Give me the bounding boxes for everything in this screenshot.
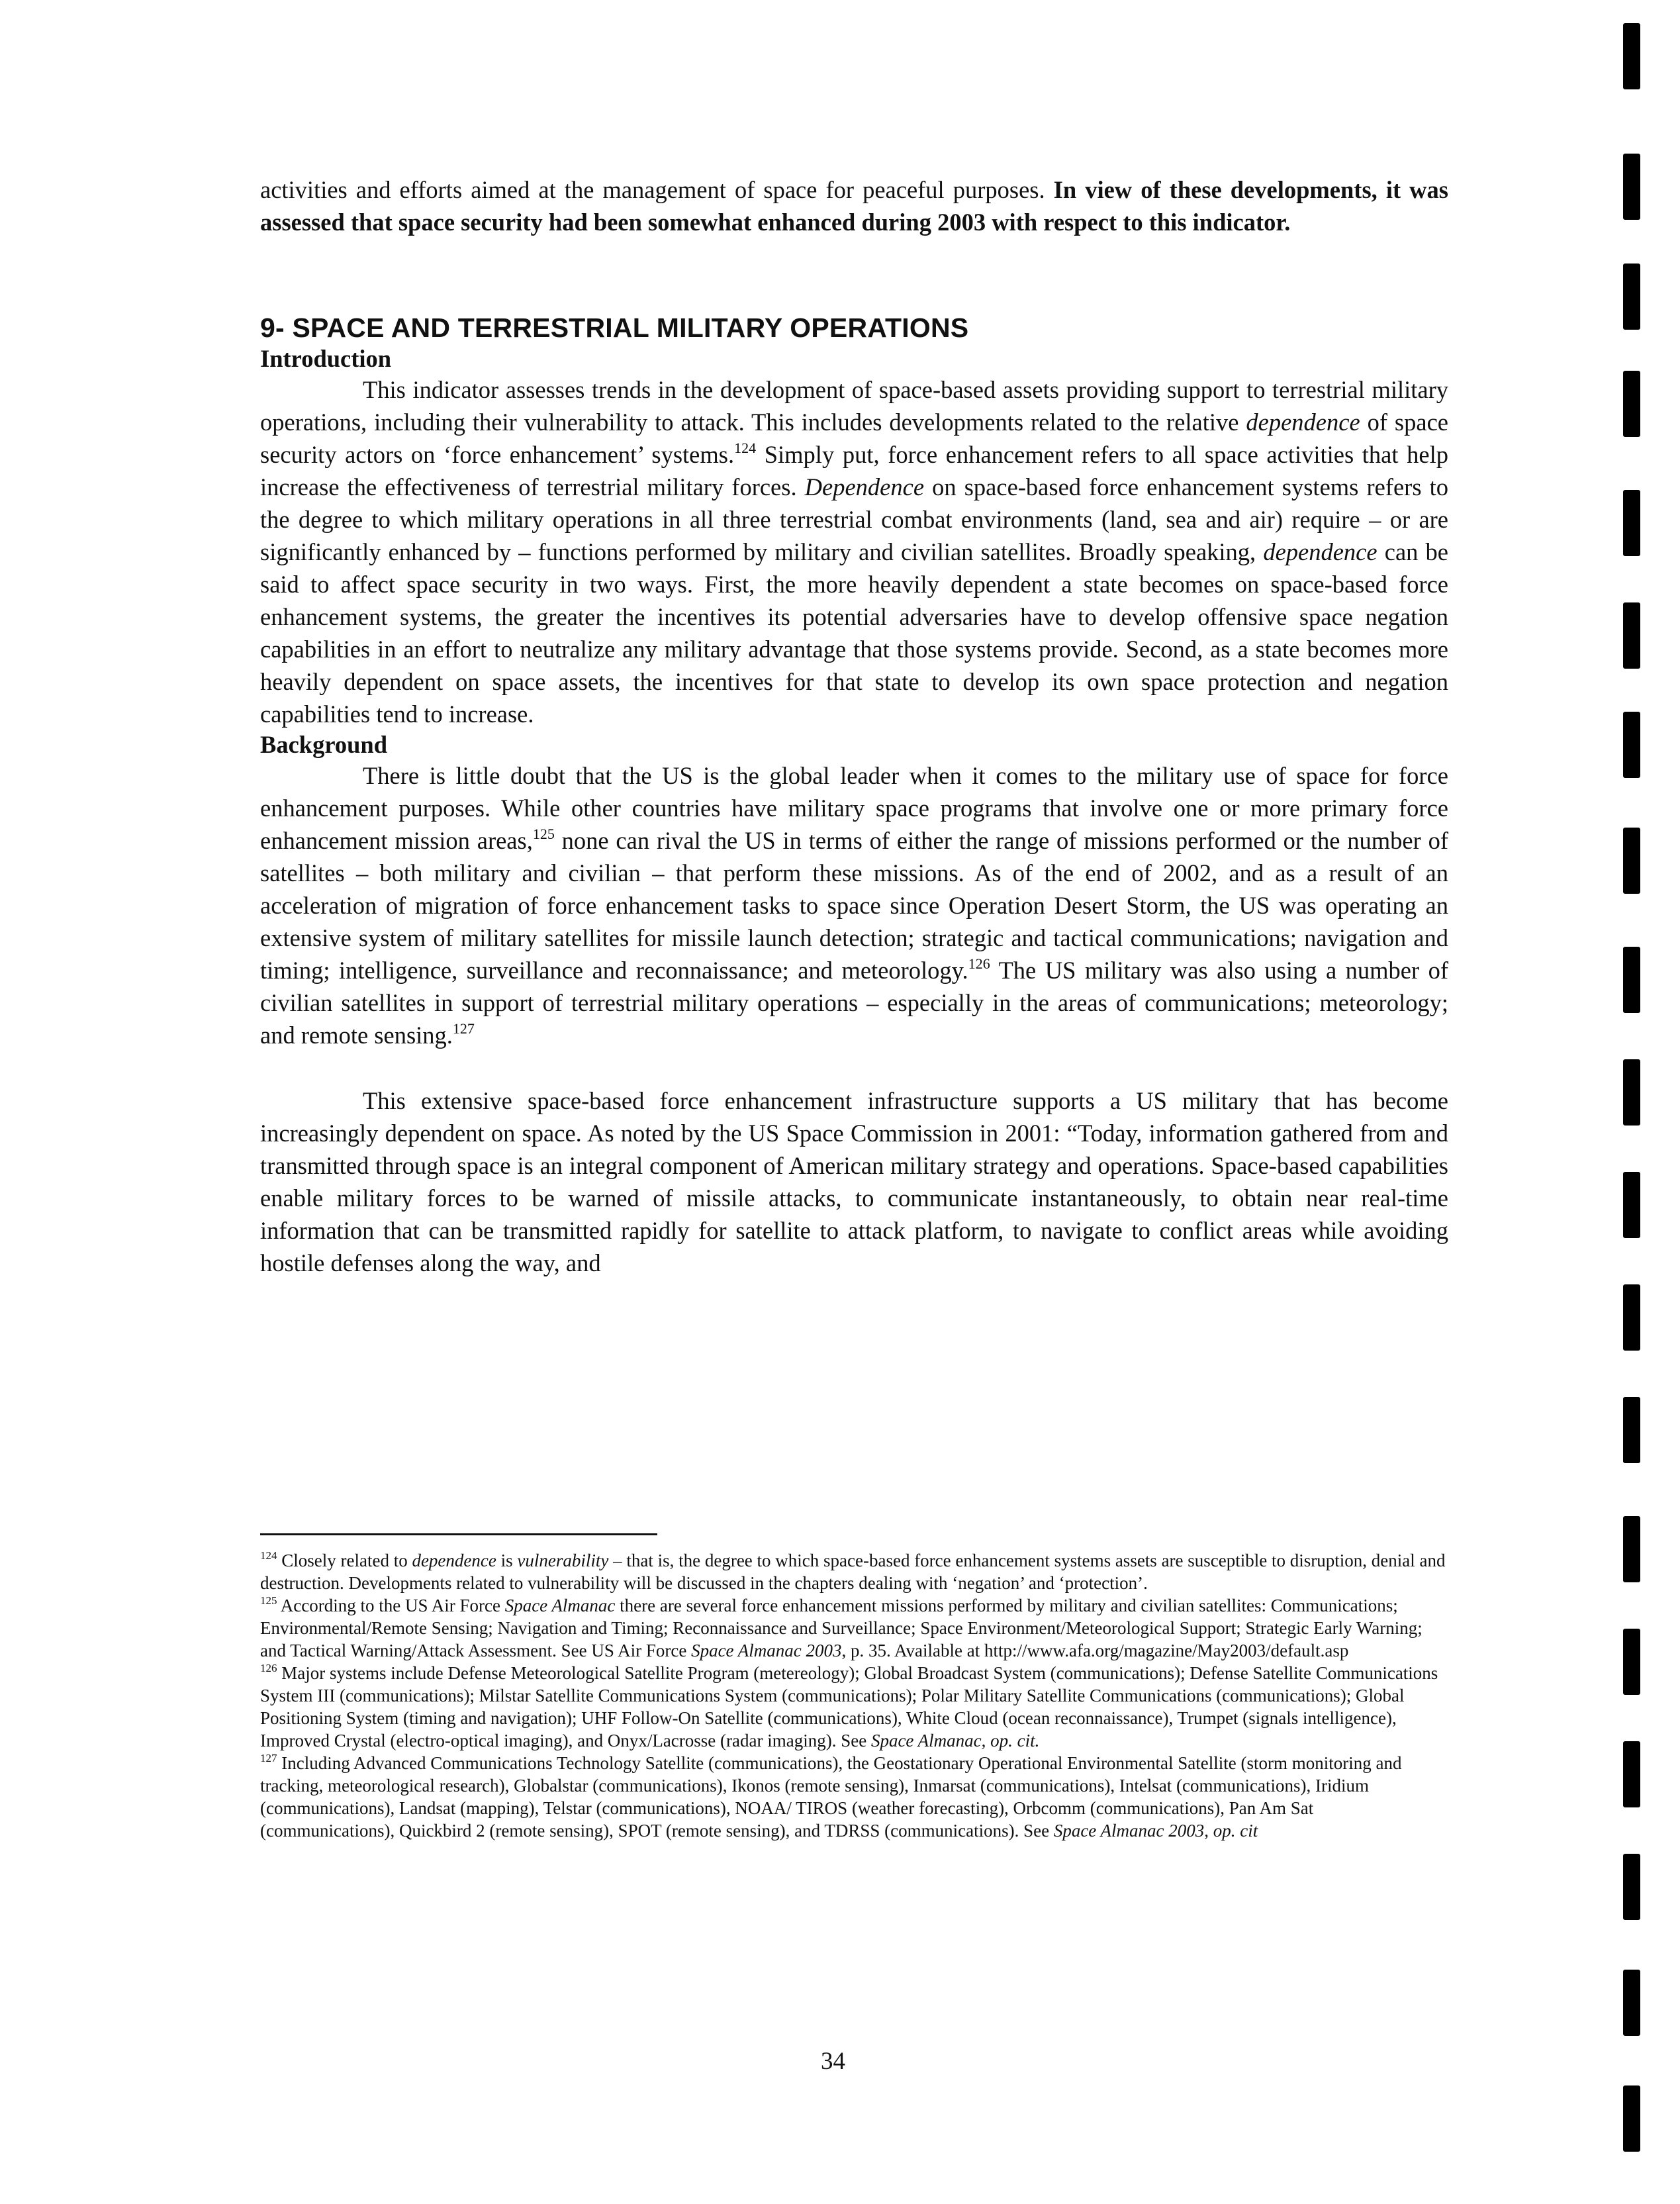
footnote-ref-126[interactable]: 126 [968, 955, 990, 972]
footnote-ref-124[interactable]: 124 [734, 439, 757, 456]
scan-margin-mark [1623, 1397, 1640, 1463]
italic-title: Space Almanac [504, 1596, 616, 1615]
opening-assessment: In view of these developments, it was assessed that space security had been somewhat enhanced during 2003 with respect to this indicator. [260, 176, 1448, 236]
text-run: There is little doubt that the US is the global leader when it comes to the military use of space for force enhancement purposes. While other countries have military space programs that involve one or more primary force enhancement mission areas, [260, 762, 1448, 854]
text-run: According to the US Air Force [277, 1596, 505, 1615]
italic-term: dependence [1246, 408, 1360, 436]
text-run: can be said to affect space security in two ways. First, the more heavily dependent a state becomes on space-based force enhancement systems, the greater the incentives its potential adversaries have to develop offensive space negation capabilities in an effort to neutralize any military advantage that those systems provide. Second, as a state becomes more heavily dependent on space assets, the incentives for that state to develop its own space protection and negation capabilities tend to increase. [260, 538, 1448, 728]
text-run: there are several force enhancement missions performed by military and civilian satellites: Communications; Environmental/Remote Sensing; Navigation and Timing; Reconnaissance and Surveillance; Space Environment/Meteorological Support; Strategic Early Warning; and Tactical Warning/Attack Assessment. See US Air Force [260, 1596, 1423, 1660]
text-run: Including Advanced Communications Technology Satellite (communications), the Geostationary Operational Environmental Satellite (storm monitoring and tracking, meteorological research), Globalstar (communications), Ikonos (remote sensing), Inmarsat (communications), Intelsat (communications), Iridium (communications), Landsat (mapping), Telstar (communications), NOAA/ TIROS (weather forecasting), Orbcomm (communications), Pan Am Sat (communications), Quickbird 2 (remote sensing), SPOT (remote sensing), and TDRSS (communications). See [260, 1753, 1402, 1841]
footnote-number: 127 [260, 1752, 277, 1764]
scan-margin-mark [1623, 23, 1640, 89]
italic-term: vulnerability [517, 1551, 609, 1570]
introduction-heading: Introduction [260, 345, 392, 372]
scan-margin-mark [1623, 371, 1640, 437]
scan-margin-mark [1623, 712, 1640, 778]
opening-paragraph [260, 173, 1448, 238]
text-run: , p. 35. Available at http://www.afa.org/magazine/May2003/default.asp [841, 1641, 1349, 1660]
page-number: 34 [821, 2048, 845, 2075]
scan-margin-mark [1623, 1629, 1640, 1695]
scan-margin-mark [1623, 1172, 1640, 1238]
footnote-divider [260, 1533, 657, 1535]
footnote-number: 126 [260, 1662, 277, 1674]
scan-margin-mark [1623, 1741, 1640, 1807]
italic-title: Space Almanac, op. cit. [870, 1731, 1040, 1750]
text-run: on space-based force enhancement systems refers to the degree to which military operations in all three terrestrial combat environments (land, sea and air) require – or are significantly enhanced by – functions performed by military and civilian satellites. Broadly speaking, [260, 473, 1448, 565]
italic-term: Dependence [804, 473, 925, 501]
scan-margin-mark [1623, 828, 1640, 894]
background-paragraph-2: This extensive space-based force enhancement infrastructure supports a US military that has become increasingly dependent on space. As noted by the US Space Commission in 2001: “Today, information gathered from and transmitted through space is an integral component of American military strategy and operations. Space-based capabilities enable military forces to be warned of missile attacks, to communicate instantaneously, to obtain near real-time information that can be transmitted rapidly for satellite to attack platform, to navigate to conflict areas while avoiding hostile defenses along the way, and [260, 1087, 1448, 1276]
text-run: of space security actors on ‘force enhancement’ systems. [260, 408, 1448, 468]
footnote-ref-127[interactable]: 127 [452, 1020, 475, 1037]
background-paragraph [260, 759, 1448, 1051]
text-run: is [496, 1551, 518, 1570]
text-run: Major systems include Defense Meteorological Satellite Program (metereology); Global Broadcast System (communications); Defense Satellite Communications System III (communications); Milstar Satellite Communications System (communications); Polar Military Satellite Communications (communications); Global Positioning System (timing and navigation); UHF Follow-On Satellite (communications), White Cloud (ocean reconnaissance), Trumpet (signals intelligence), Improved Crystal (electro-optical imaging), and Onyx/Lacrosse (radar imaging). See [260, 1663, 1438, 1750]
section-title: 9- SPACE AND TERRESTRIAL MILITARY OPERATIONS [260, 312, 969, 343]
opening-text: activities and efforts aimed at the management of space for peaceful purposes. [260, 176, 1054, 203]
background-heading: Background [260, 731, 388, 758]
italic-term: dependence [412, 1551, 496, 1570]
italic-title: Space Almanac 2003, op. cit [1053, 1821, 1258, 1841]
scan-margin-mark [1623, 1059, 1640, 1126]
introduction-paragraph [260, 373, 1448, 730]
italic-title: Space Almanac 2003 [691, 1641, 842, 1660]
scan-margin-mark [1623, 1516, 1640, 1582]
scan-margin-mark [1623, 1970, 1640, 2036]
text-run: Simply put, force enhancement refers to all space activities that help increase the effectiveness of terrestrial military forces. [260, 441, 1448, 501]
text-run: This indicator assesses trends in the development of space-based assets providing support to terrestrial military operations, including their vulnerability to attack. This includes developments related to the relative [260, 376, 1448, 436]
scan-margin-mark [1623, 1284, 1640, 1351]
text-run: none can rival the US in terms of either the range of missions performed or the number of satellites – both military and civilian – that perform these missions. As of the end of 2002, and as a result of an acceleration of migration of force enhancement tasks to space since Operation Desert Storm, the US was operating an extensive system of military satellites for missile launch detection; strategic and tactical communications; navigation and timing; intelligence, surveillance and reconnaissance; and meteorology. [260, 827, 1449, 984]
footnote-number: 124 [260, 1549, 277, 1562]
scan-margin-mark [1623, 947, 1640, 1013]
scan-margin-mark [1623, 1854, 1640, 1920]
text-run: – that is, the degree to which space-based force enhancement systems assets are susceptible to disruption, denial and destruction. Developments related to vulnerability will be discussed in the chapters dealing with ‘negation’ and ‘protection’. [260, 1551, 1446, 1593]
footnote-127 [260, 1752, 1448, 1842]
footnote-125 [260, 1594, 1448, 1662]
footnote-124 [260, 1549, 1448, 1594]
footnote-126 [260, 1662, 1448, 1752]
scan-margin-mark [1623, 2085, 1640, 2152]
footnote-number: 125 [260, 1594, 277, 1607]
scan-margin-mark [1623, 264, 1640, 330]
body-text [260, 173, 1448, 1279]
italic-term: dependence [1263, 538, 1377, 565]
footnotes [260, 1549, 1448, 1842]
scan-margin-mark [1623, 602, 1640, 669]
footnote-ref-125[interactable]: 125 [532, 825, 555, 842]
text-run: The US military was also using a number of civilian satellites in support of terrestrial military operations – especially in the areas of communications; meteorology; and remote sensing. [260, 957, 1448, 1049]
scan-margin-mark [1623, 154, 1640, 220]
scan-margin-mark [1623, 490, 1640, 556]
text-run: Closely related to [277, 1551, 412, 1570]
